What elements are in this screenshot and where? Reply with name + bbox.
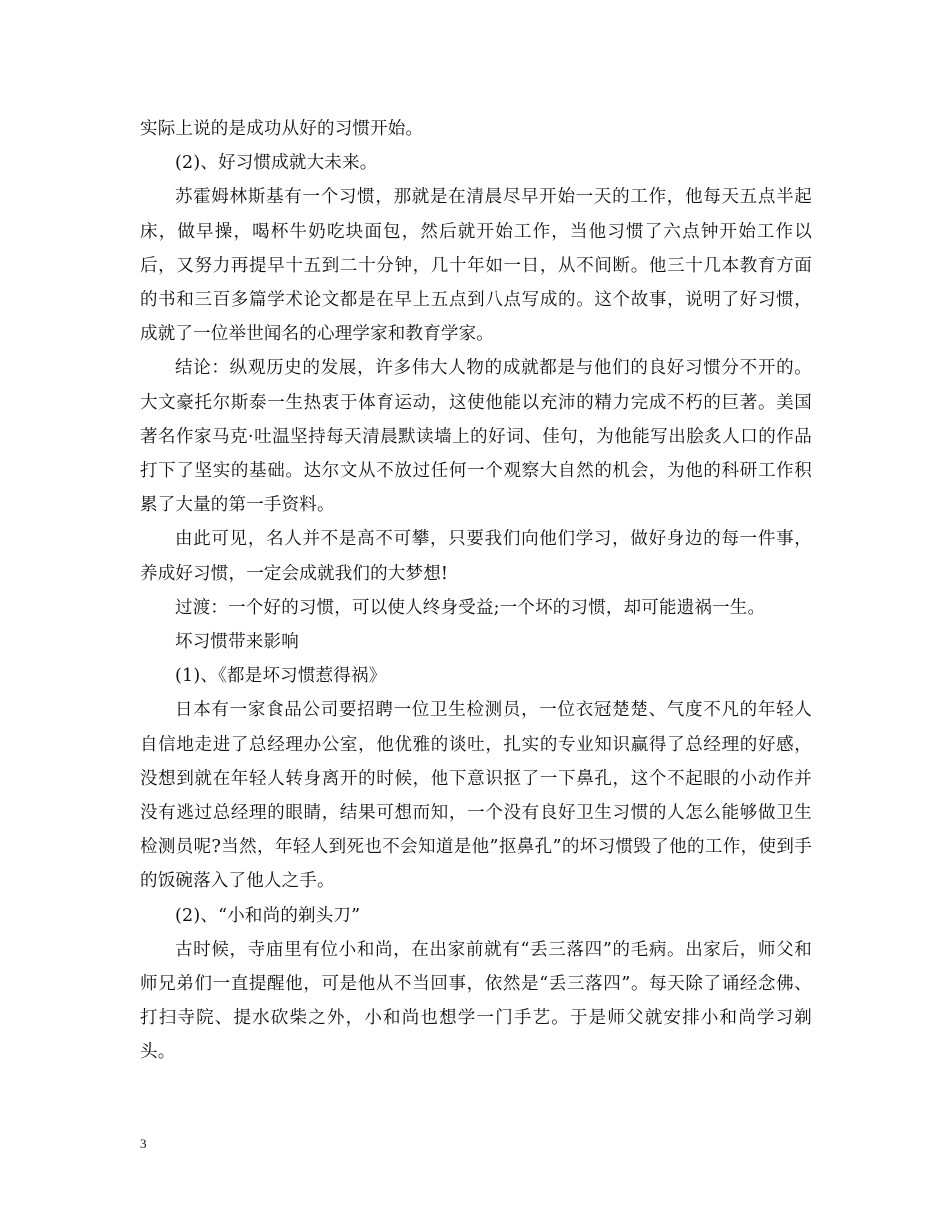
page-number: 3: [140, 1136, 147, 1151]
section-heading: 坏习惯带来影响: [175, 632, 299, 653]
paragraph-1: 实际上说的是成功从好的习惯开始。: [140, 119, 424, 139]
document-body: [140, 112, 812, 1070]
paragraph-2: (2)、好习惯成就大未来。: [175, 153, 378, 174]
paragraph-3: 苏霍姆林斯基有一个习惯，那就是在清晨尽早开始一天的工作，他每天五点半起床，做早操，喝杯牛奶吃块面包，然后就开始工作，当他习惯了六点钟开始工作以后，又努力再提早十五到二十分钟，几十年如一日，从不间断。他三十几本教育方面的书和三百多篇学术论文都是在早上五点到八点写成的。这个故事，说明了好习惯，成就了一位举世闻名的心理学家和教育学家。: [140, 187, 812, 345]
paragraph-10: (2)、“小和尚的剃头刀”: [175, 905, 361, 926]
paragraph-6: 过渡：一个好的习惯，可以使人终身受益;一个坏的习惯，却可能遗祸一生。: [175, 597, 766, 618]
paragraph-11: 古时候，寺庙里有位小和尚，在出家前就有“丢三落四”的毛病。出家后，师父和师兄弟们一直提醒他，可是他从不当回事，依然是“丢三落四”。每天除了诵经念佛、打扫寺院、提水砍柴之外，小和尚也想学一门手艺。于是师父就安排小和尚学习剃头。: [140, 939, 812, 1063]
paragraph-8: (1)、《都是坏习惯惹得祸》: [175, 666, 387, 687]
paragraph-5: 由此可见，名人并不是高不可攀，只要我们向他们学习，做好身边的每一件事，养成好习惯，一定会成就我们的大梦想!: [140, 529, 812, 584]
paragraph-4: 结论：纵观历史的发展，许多伟大人物的成就都是与他们的良好习惯分不开的。大文豪托尔斯泰一生热衷于体育运动，这使他能以充沛的精力完成不朽的巨著。美国著名作家马克·吐温坚持每天清晨默读墙上的好词、佳句，为他能写出脍炙人口的作品打下了坚实的基础。达尔文从不放过任何一个观察大自然的机会，为他的科研工作积累了大量的第一手资料。: [140, 358, 812, 516]
paragraph-9: 日本有一家食品公司要招聘一位卫生检测员，一位衣冠楚楚、气度不凡的年轻人自信地走进了总经理办公室，他优雅的谈吐，扎实的专业知识赢得了总经理的好感，没想到就在年轻人转身离开的时候，他下意识抠了一下鼻孔，这个不起眼的小动作并没有逃过总经理的眼睛，结果可想而知，一个没有良好卫生习惯的人怎么能够做卫生检测员呢?当然，年轻人到死也不会知道是他”抠鼻孔”的坏习惯毁了他的工作，使到手的饭碗落入了他人之手。: [140, 700, 812, 892]
